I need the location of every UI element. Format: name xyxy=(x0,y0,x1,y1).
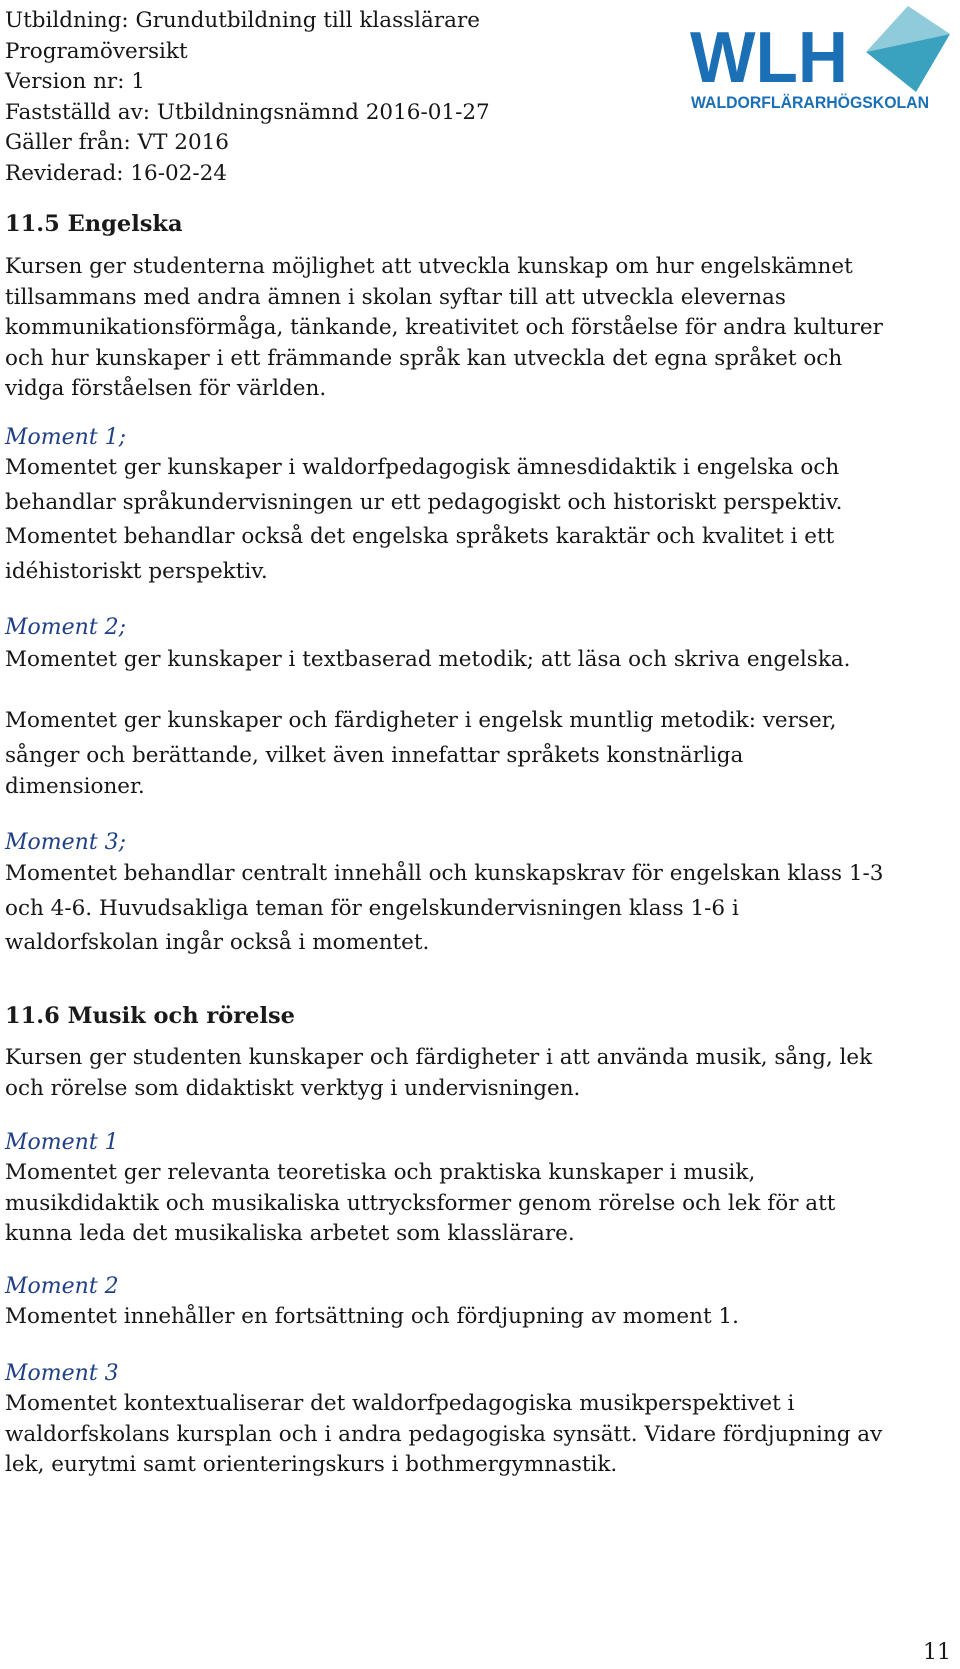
header-valid-from: Gäller från: VT 2016 xyxy=(5,130,229,155)
moment-text xyxy=(5,451,842,589)
moment-text xyxy=(5,1389,882,1481)
header-revised: Reviderad: 16-02-24 xyxy=(5,160,227,186)
section-intro-engelska xyxy=(5,252,883,405)
section-intro-musik xyxy=(5,1043,872,1104)
moment-text xyxy=(5,643,851,678)
page-number: 11 xyxy=(923,1640,951,1665)
text-line: behandlar språkundervisningen ur ett pedagogiskt och historiskt perspektiv. xyxy=(5,489,843,515)
text-line: och hur kunskaper i ett främmande språk kan utveckla det egna språket och xyxy=(5,345,843,371)
header-approved-by: Fastställd av: Utbildningsnämnd 2016-01-27 xyxy=(5,99,490,125)
text-line: kunna leda det musikaliska arbetet som klasslärare. xyxy=(5,1221,575,1246)
section-heading-engelska: 11.5 Engelska xyxy=(5,211,183,237)
text-line: idéhistoriskt perspektiv. xyxy=(5,558,268,584)
moment-text xyxy=(5,704,836,801)
document-header xyxy=(5,6,645,189)
header-version: Version nr: 1 xyxy=(5,69,145,94)
moment-text xyxy=(5,1158,835,1250)
text-line: kommunikationsförmåga, tänkande, kreativitet och förståelse för andra kulturer xyxy=(5,315,883,340)
moment-text xyxy=(5,857,884,961)
text-line: Momentet kontextualiserar det waldorfpedagogiska musikperspektivet i xyxy=(5,1391,795,1416)
text-line: Momentet ger relevanta teoretiska och praktiska kunskaper i musik, xyxy=(5,1160,756,1185)
text-line: Kursen ger studenten kunskaper och färdigheter i att använda musik, sång, lek xyxy=(5,1045,873,1070)
moment-heading: Moment 3; xyxy=(5,830,127,855)
text-line: Momentet ger kunskaper i waldorfpedagogisk ämnesdidaktik i engelska och xyxy=(5,455,840,480)
text-line: Momentet ger kunskaper i textbaserad metodik; att läsa och skriva engelska. xyxy=(5,647,851,672)
text-line: Momentet behandlar också det engelska språkets karaktär och kvalitet i ett xyxy=(5,524,835,549)
text-line: sånger och berättande, vilket även innefattar språkets konstnärliga xyxy=(5,742,744,768)
text-line: Kursen ger studenterna möjlighet att utveckla kunskap om hur engelskämnet xyxy=(5,254,853,279)
moment-heading: Moment 1; xyxy=(5,425,127,450)
text-line: Momentet behandlar centralt innehåll och kunskapskrav för engelskan klass 1-3 xyxy=(5,861,884,886)
text-line: tillsammans med andra ämnen i skolan syftar till att utveckla elevernas xyxy=(5,284,786,310)
wlh-logo xyxy=(690,2,952,120)
moment-heading: Moment 3 xyxy=(5,1361,119,1386)
text-line: dimensioner. xyxy=(5,774,145,799)
text-line: Momentet innehåller en fortsättning och fördjupning av moment 1. xyxy=(5,1304,739,1329)
text-line: waldorfskolan ingår också i momentet. xyxy=(5,930,430,955)
moment-text xyxy=(5,1302,739,1333)
text-line: Momentet ger kunskaper och färdigheter i engelsk muntlig metodik: verser, xyxy=(5,708,837,733)
logo-name: WALDORFLÄRARHÖGSKOLAN xyxy=(691,94,940,112)
text-line: och rörelse som didaktiskt verktyg i undervisningen. xyxy=(5,1075,581,1101)
moment-heading: Moment 1 xyxy=(5,1130,119,1155)
text-line: musikdidaktik och musikaliska uttrycksformer genom rörelse och lek för att xyxy=(5,1190,836,1216)
text-line: lek, eurytmi samt orienteringskurs i bothmergymnastik. xyxy=(5,1452,618,1477)
logo-acronym: WLH xyxy=(690,18,848,98)
section-heading-musik: 11.6 Musik och rörelse xyxy=(5,1003,295,1029)
text-line: waldorfskolans kursplan och i andra pedagogiska synsätt. Vidare fördjupning av xyxy=(5,1421,883,1447)
header-education: Utbildning: Grundutbildning till klasslärare xyxy=(5,8,480,33)
text-line: vidga förståelsen för världen. xyxy=(5,376,327,401)
moment-heading: Moment 2 xyxy=(5,1274,119,1299)
text-line: och 4-6. Huvudsakliga teman för engelskundervisningen klass 1-6 i xyxy=(5,895,739,921)
moment-heading: Moment 2; xyxy=(5,615,127,640)
header-doc-type: Programöversikt xyxy=(5,38,188,64)
